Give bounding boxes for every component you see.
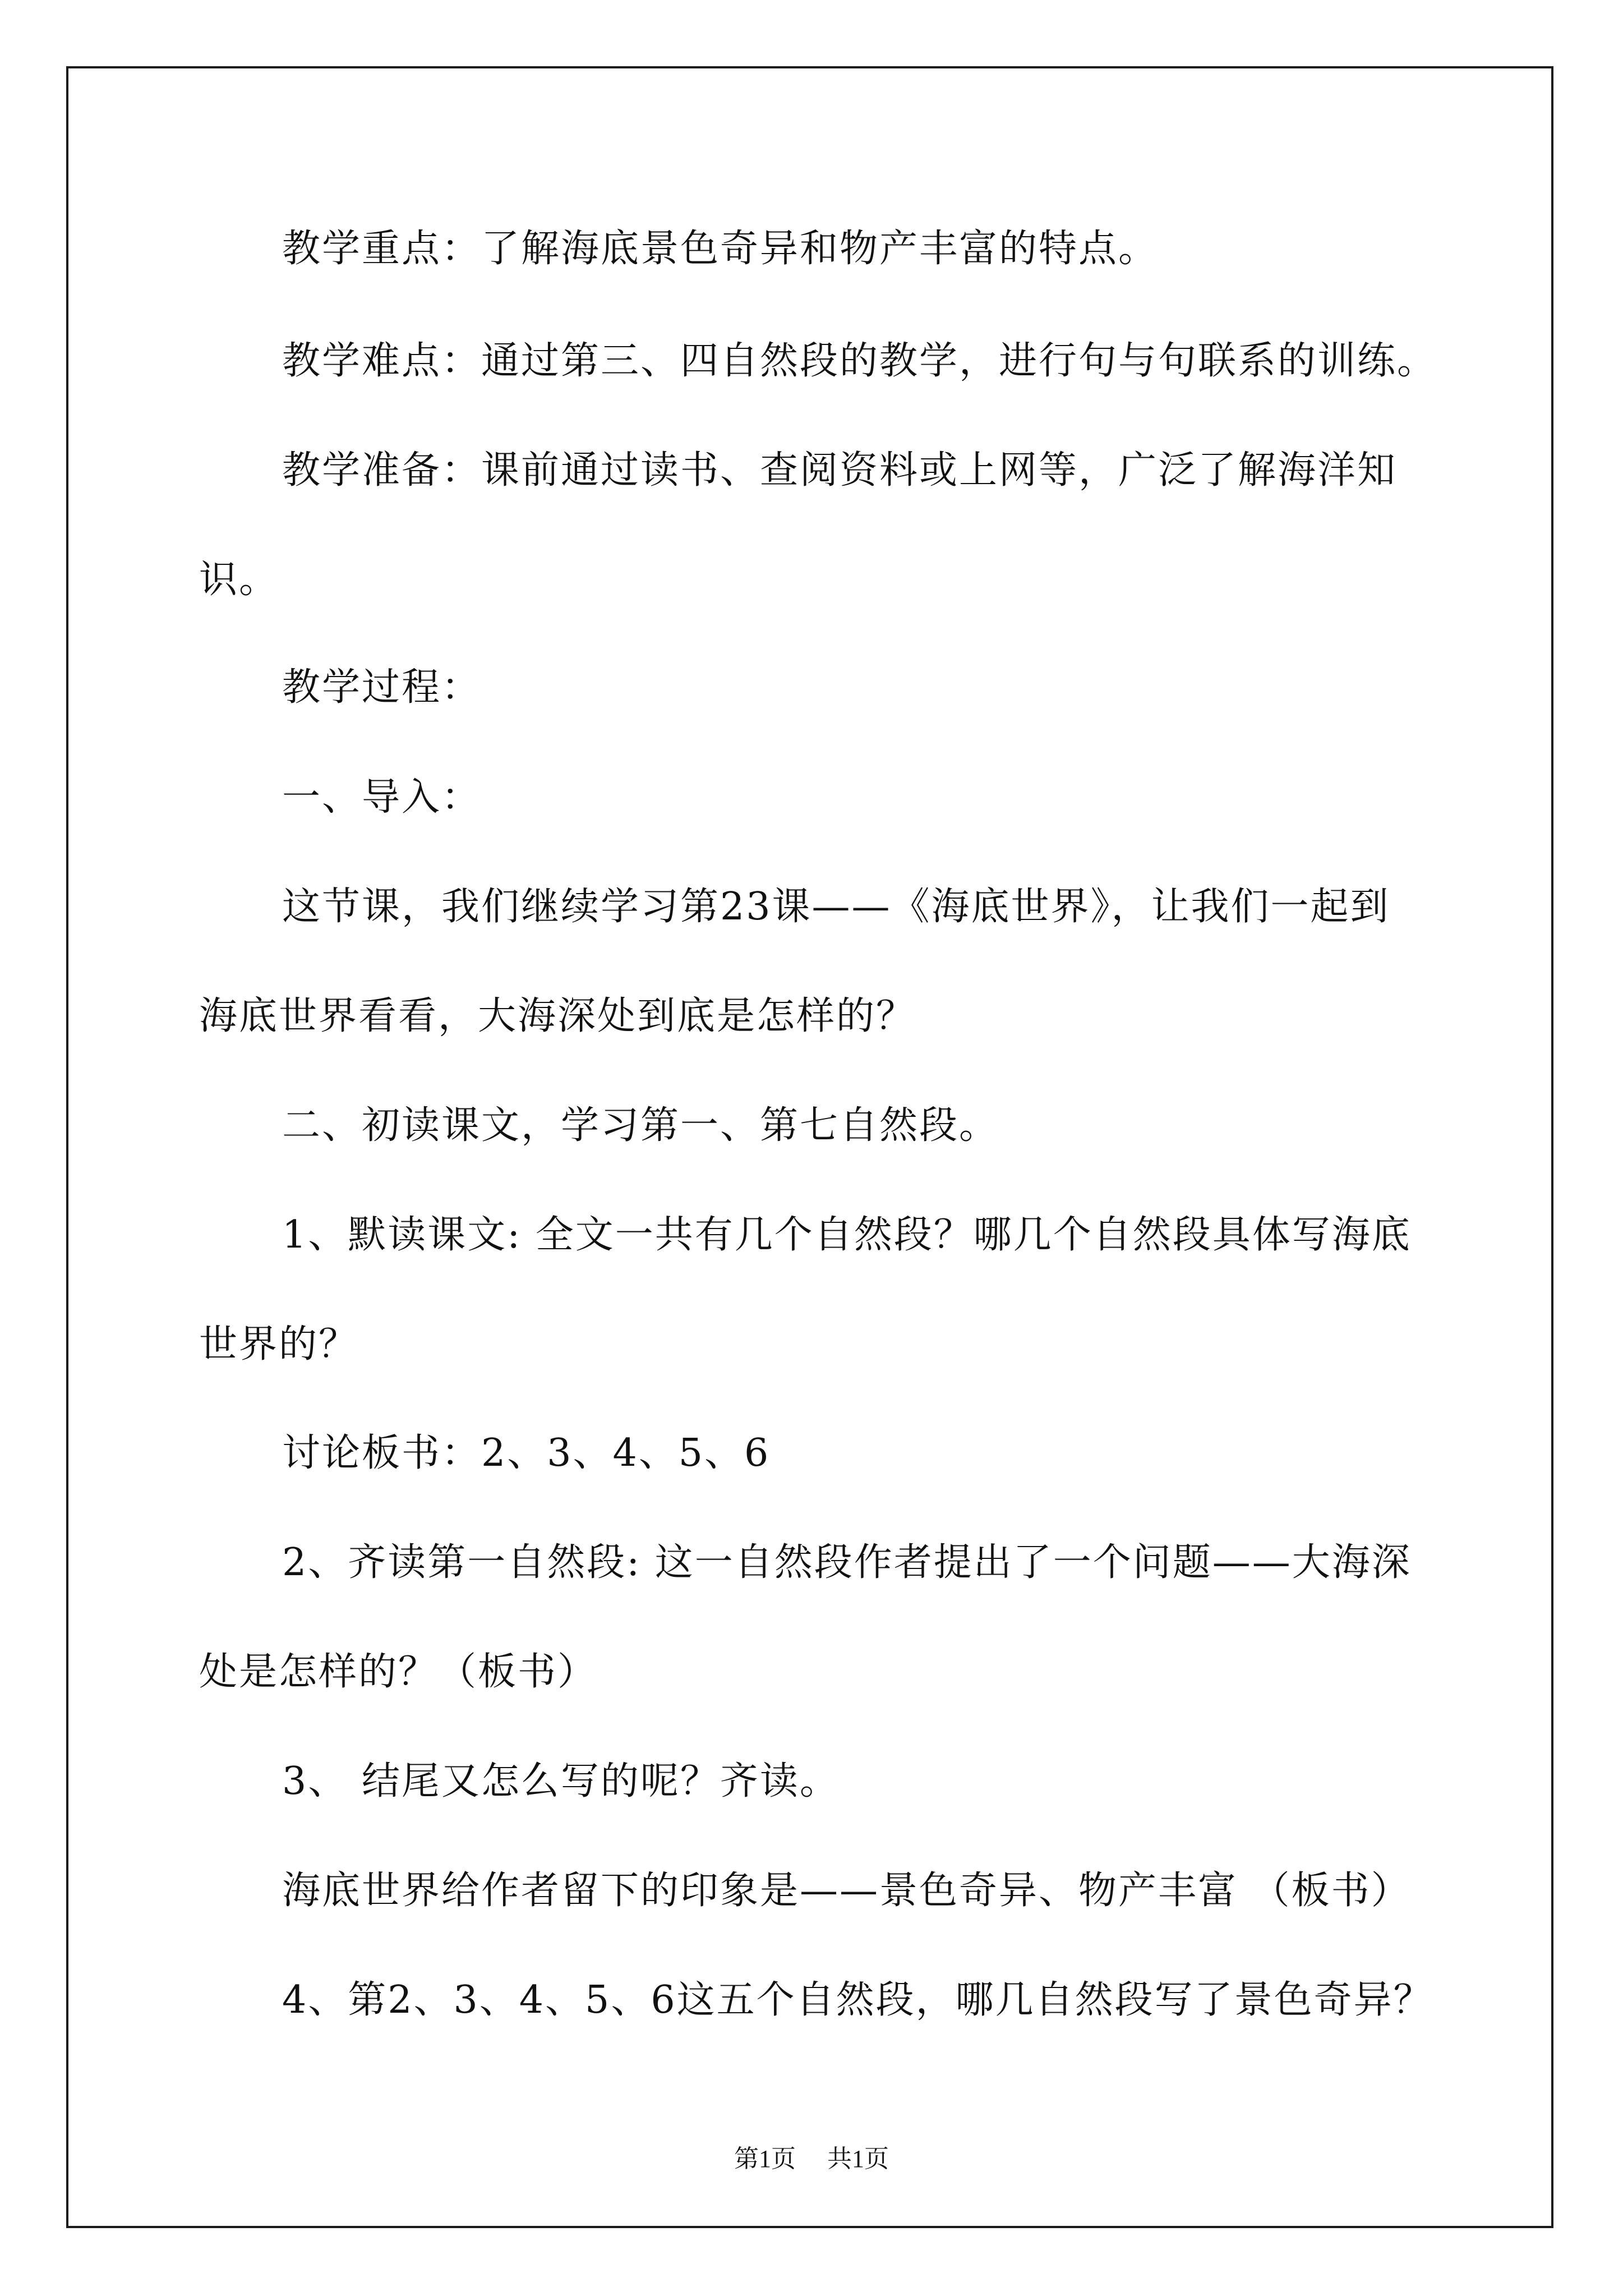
paragraph-line: 二、初读课文，学习第一、第七自然段。 <box>282 1103 999 1148</box>
page-footer <box>0 2138 1623 2174</box>
paragraph-line: 处是怎样的？（板书） <box>199 1650 598 1694</box>
paragraph-line: 识。 <box>199 558 279 602</box>
paragraph-line: 海底世界看看，大海深处到底是怎样的？ <box>199 994 916 1038</box>
paragraph-line: 教学准备：课前通过读书、查阅资料或上网等，广泛了解海洋知 <box>282 448 1398 493</box>
paragraph-line: 讨论板书：2、3、4、5、6 <box>282 1431 771 1475</box>
paragraph-line: 教学难点：通过第三、四自然段的教学，进行句与句联系的训练。 <box>282 339 1437 383</box>
paragraph-line: 教学过程： <box>282 665 482 710</box>
paragraph-line: 1、默读课文: 全文一共有几个自然段？哪几个自然段具体写海底 <box>282 1213 1412 1257</box>
paragraph-line: 一、导入： <box>282 775 482 820</box>
paragraph-line: 教学重点：了解海底景色奇异和物产丰富的特点。 <box>282 227 1159 271</box>
page-number: 第1页 <box>734 2145 796 2173</box>
page-total: 共1页 <box>827 2145 889 2173</box>
paragraph-line: 3、 结尾又怎么写的呢？齐读。 <box>282 1759 840 1803</box>
paragraph-line: 这节课，我们继续学习第23课——《海底世界》，让我们一起到 <box>282 885 1390 929</box>
paragraph-line: 4、第2、3、4、5、6这五个自然段，哪几自然段写了景色奇异？ <box>282 1978 1433 2022</box>
paragraph-line: 世界的？ <box>199 1322 359 1366</box>
paragraph-line: 海底世界给作者留下的印象是——景色奇异、物产丰富 （板书） <box>282 1869 1411 1913</box>
paragraph-line: 2、齐读第一自然段: 这一自然段作者提出了一个问题——大海深 <box>282 1540 1412 1585</box>
